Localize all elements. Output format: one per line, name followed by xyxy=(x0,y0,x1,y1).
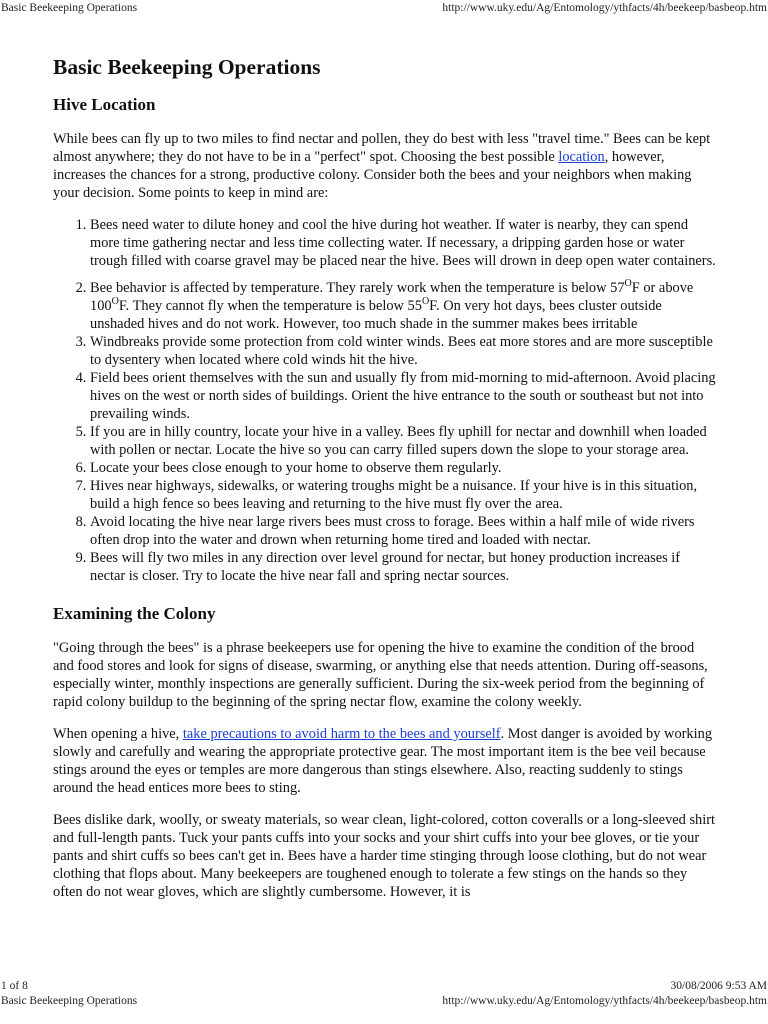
temp-text-d: F. On very hot days, bees cluster outside unshaded hives and do not work. However, too much shade in the summer makes bees irritable xyxy=(90,298,662,332)
temp-text-c: F. They cannot fly when the temperature is below 55 xyxy=(118,298,422,314)
list-item: 5. If you are in hilly country, locate your hive in a valley. Bees fly uphill for nectar and downhill when loaded with pollen or nectar. Locate the hive so you can carry filled supers down the slope to your storage area. xyxy=(90,423,717,459)
location-link[interactable]: location xyxy=(558,149,605,165)
print-header-url: http://www.uky.edu/Ag/Entomology/ythfacts/4h/beekeep/basbeop.htm xyxy=(442,2,767,14)
list-item: 7. Hives near highways, sidewalks, or watering troughs might be a nuisance. If your hive is in this situation, build a high fence so bees leaving and returning to the hive must fly over the area. xyxy=(90,477,717,513)
list-item: 1. Bees need water to dilute honey and cool the hive during hot weather. If water is nearby, they can spend more time gathering nectar and less time collecting water. If necessary, a dripping garden hose or water trough filled with coarse gravel may be placed near the hive. Bees will drown in deep open water containers. xyxy=(90,216,717,270)
print-header xyxy=(0,0,768,16)
print-footer-title: Basic Beekeeping Operations xyxy=(1,995,138,1007)
list-item: 8. Avoid locating the hive near large rivers bees must cross to forage. Bees within a half mile of wide rivers often drop into the water and drown when returning home tired and loaded with nectar. xyxy=(90,513,717,549)
hive-location-intro xyxy=(53,130,717,202)
hive-location-points xyxy=(53,216,717,585)
print-footer-bottom xyxy=(0,993,768,1009)
list-item: 9. Bees will fly two miles in any direction over level ground for nectar, but honey production increases if nectar is closer. Try to locate the hive near fall and spring nectar sources. xyxy=(90,549,717,585)
temp-text-b: F or above 100 xyxy=(90,280,694,314)
temp-text-a: Bee behavior is affected by temperature. They rarely work when the temperature is below 57 xyxy=(90,280,625,296)
print-header-title: Basic Beekeeping Operations xyxy=(1,2,138,14)
page-number: 1 of 8 xyxy=(1,980,28,992)
degree-sup: O xyxy=(624,278,632,289)
page-content xyxy=(53,50,717,901)
examining-paragraph-2 xyxy=(53,725,717,797)
print-footer-top xyxy=(0,978,768,994)
p2-text-1: When opening a hive, xyxy=(53,726,183,742)
intro-text-1: While bees can fly up to two miles to find nectar and pollen, they do best with less "travel time." Bees can be kept almost anywhere; they do not have to be in a "perfect" spot. Choosing the best possible xyxy=(53,131,711,165)
list-item: 6. Locate your bees close enough to your home to observe them regularly. xyxy=(90,459,717,477)
section-heading-hive-location: Hive Location xyxy=(53,95,156,114)
intro-text-2: , however, increases the chances for a strong, productive colony. Consider both the bees and your neighbors when making your decision. Some points to keep in mind are: xyxy=(53,149,692,201)
list-item: 4. Field bees orient themselves with the sun and usually fly from mid-morning to mid-afternoon. Avoid placing hives on the west or north sides of buildings. Orient the hive entrance to the south or southeast but not into prevailing winds. xyxy=(90,369,717,423)
section-heading-examining-colony: Examining the Colony xyxy=(53,604,216,623)
print-datetime: 30/08/2006 9:53 AM xyxy=(670,980,767,992)
precautions-link[interactable]: take precautions to avoid harm to the bees and yourself xyxy=(182,726,501,742)
list-item: 3. Windbreaks provide some protection from cold winter winds. Bees eat more stores and are more susceptible to dysentery when located where cold winds hit the hive. xyxy=(90,333,717,369)
print-footer-url: http://www.uky.edu/Ag/Entomology/ythfacts/4h/beekeep/basbeop.htm xyxy=(442,995,767,1007)
degree-sup: O xyxy=(111,296,119,307)
examining-paragraph-3: Bees dislike dark, woolly, or sweaty materials, so wear clean, light-colored, cotton coveralls or a long-sleeved shirt and full-length pants. Tuck your pants cuffs into your socks and your shirt cuffs into your bee gloves, or tie your pants and shirt cuffs so bees can't get in. Bees have a harder time stinging through loose clothing, but do not wear clothing that flops about. Many beekeepers are toughened enough to tolerate a few stings on the hands so they often do not wear gloves, which are slightly cumbersome. However, it is xyxy=(53,812,716,900)
p2-text-2: . Most danger is avoided by working slowly and carefully and wearing the appropriate protective gear. The most important item is the bee veil because stings around the eyes or temples are more dangerous than stings elsewhere. Also, reacting suddenly to stings around the head entices more bees to sting. xyxy=(53,726,713,796)
degree-sup: O xyxy=(421,296,430,307)
list-item xyxy=(90,279,717,333)
examining-paragraph-1: "Going through the bees" is a phrase beekeepers use for opening the hive to examine the condition of the brood and food stores and look for signs of disease, swarming, or anything else that needs attention. During off-seasons, especially winter, monthly inspections are generally sufficient. During the six-week period from the beginning of rapid colony buildup to the beginning of the spring nectar flow, examine the colony weekly. xyxy=(53,640,708,710)
page-title: Basic Beekeeping Operations xyxy=(53,55,321,79)
